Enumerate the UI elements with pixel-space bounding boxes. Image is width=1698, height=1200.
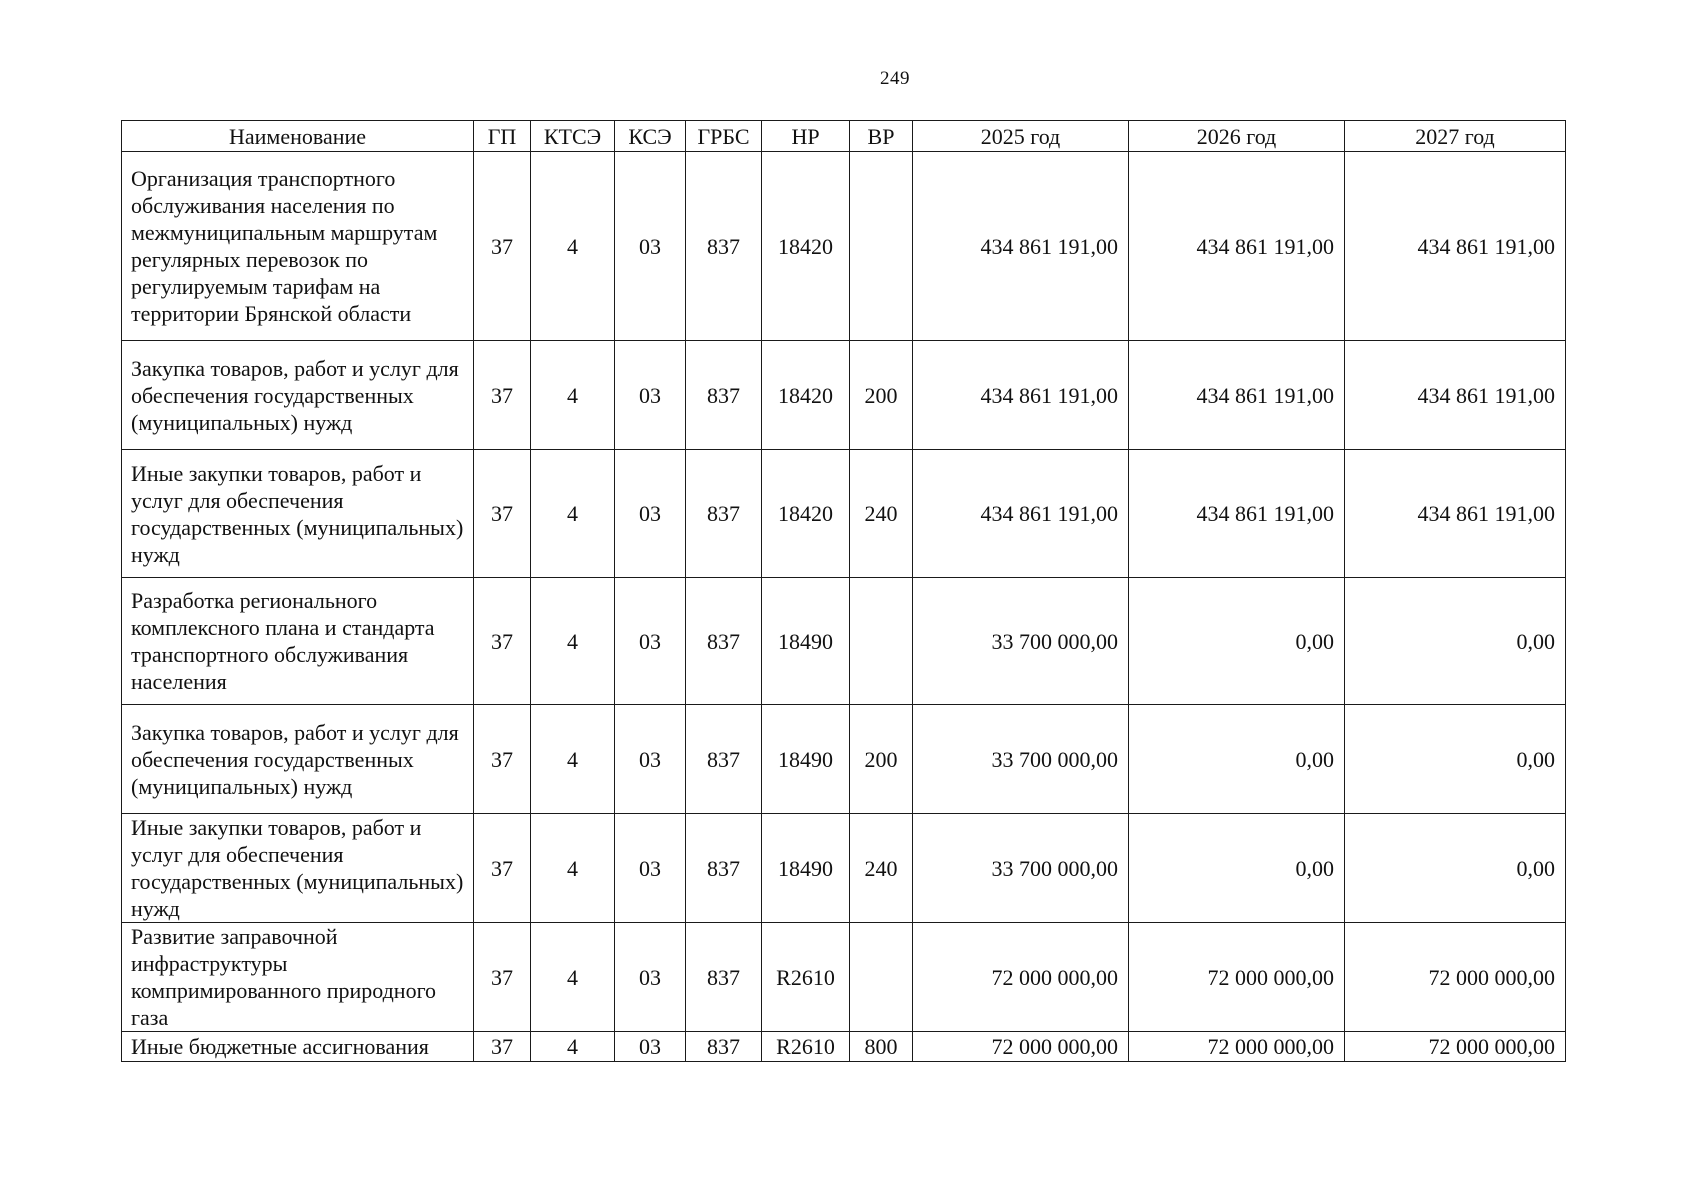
table-row bbox=[122, 450, 1566, 578]
cell-kse: 03 bbox=[615, 923, 686, 1032]
cell-vr bbox=[850, 152, 913, 341]
cell-2027: 0,00 bbox=[1345, 814, 1566, 923]
cell-2027: 72 000 000,00 bbox=[1345, 923, 1566, 1032]
table-header-row bbox=[122, 121, 1566, 152]
cell-grbs: 837 bbox=[686, 705, 762, 814]
column-header-kse: КСЭ bbox=[615, 121, 686, 152]
cell-name: Разработка регионального комплексного плана и стандарта транспортного обслуживания населения bbox=[122, 578, 474, 705]
cell-kse: 03 bbox=[615, 1032, 686, 1062]
cell-2026: 72 000 000,00 bbox=[1129, 1032, 1345, 1062]
cell-vr: 800 bbox=[850, 1032, 913, 1062]
cell-vr bbox=[850, 578, 913, 705]
table-row bbox=[122, 814, 1566, 923]
cell-nr: 18490 bbox=[762, 705, 850, 814]
column-header-gp: ГП bbox=[474, 121, 531, 152]
cell-ktse: 4 bbox=[531, 450, 615, 578]
cell-name: Закупка товаров, работ и услуг для обеспечения государственных (муниципальных) нужд bbox=[122, 341, 474, 450]
cell-2026: 434 861 191,00 bbox=[1129, 152, 1345, 341]
cell-grbs: 837 bbox=[686, 1032, 762, 1062]
cell-2025: 434 861 191,00 bbox=[913, 152, 1129, 341]
column-header-vr: ВР bbox=[850, 121, 913, 152]
cell-2026: 0,00 bbox=[1129, 814, 1345, 923]
cell-name: Иные бюджетные ассигнования bbox=[122, 1032, 474, 1062]
cell-ktse: 4 bbox=[531, 923, 615, 1032]
column-header-name: Наименование bbox=[122, 121, 474, 152]
cell-kse: 03 bbox=[615, 341, 686, 450]
page-number: 249 bbox=[880, 68, 910, 89]
column-header-2027: 2027 год bbox=[1345, 121, 1566, 152]
cell-kse: 03 bbox=[615, 578, 686, 705]
column-header-grbs: ГРБС bbox=[686, 121, 762, 152]
column-header-2026: 2026 год bbox=[1129, 121, 1345, 152]
cell-gp: 37 bbox=[474, 341, 531, 450]
cell-name: Организация транспортного обслуживания населения по межмуниципальным маршрутам регулярных перевозок по регулируемым тарифам на территории Брянской области bbox=[122, 152, 474, 341]
cell-grbs: 837 bbox=[686, 152, 762, 341]
cell-2025: 72 000 000,00 bbox=[913, 1032, 1129, 1062]
column-header-2025: 2025 год bbox=[913, 121, 1129, 152]
table-row bbox=[122, 578, 1566, 705]
cell-2026: 0,00 bbox=[1129, 578, 1345, 705]
cell-2027: 434 861 191,00 bbox=[1345, 152, 1566, 341]
cell-nr: 18420 bbox=[762, 450, 850, 578]
budget-table bbox=[121, 120, 1566, 1062]
cell-name: Закупка товаров, работ и услуг для обеспечения государственных (муниципальных) нужд bbox=[122, 705, 474, 814]
cell-2025: 33 700 000,00 bbox=[913, 814, 1129, 923]
cell-grbs: 837 bbox=[686, 814, 762, 923]
cell-grbs: 837 bbox=[686, 341, 762, 450]
table-row bbox=[122, 341, 1566, 450]
cell-2027: 0,00 bbox=[1345, 578, 1566, 705]
cell-gp: 37 bbox=[474, 814, 531, 923]
cell-ktse: 4 bbox=[531, 1032, 615, 1062]
cell-grbs: 837 bbox=[686, 578, 762, 705]
cell-nr: R2610 bbox=[762, 923, 850, 1032]
column-header-nr: НР bbox=[762, 121, 850, 152]
cell-kse: 03 bbox=[615, 814, 686, 923]
cell-vr bbox=[850, 923, 913, 1032]
table-row bbox=[122, 152, 1566, 341]
cell-kse: 03 bbox=[615, 705, 686, 814]
cell-nr: 18490 bbox=[762, 814, 850, 923]
cell-kse: 03 bbox=[615, 152, 686, 341]
cell-nr: 18420 bbox=[762, 341, 850, 450]
cell-2025: 33 700 000,00 bbox=[913, 705, 1129, 814]
cell-2026: 434 861 191,00 bbox=[1129, 450, 1345, 578]
cell-ktse: 4 bbox=[531, 578, 615, 705]
cell-2026: 0,00 bbox=[1129, 705, 1345, 814]
cell-2025: 434 861 191,00 bbox=[913, 341, 1129, 450]
cell-vr: 200 bbox=[850, 341, 913, 450]
cell-gp: 37 bbox=[474, 923, 531, 1032]
cell-vr: 240 bbox=[850, 450, 913, 578]
cell-gp: 37 bbox=[474, 152, 531, 341]
cell-nr: 18490 bbox=[762, 578, 850, 705]
cell-2027: 72 000 000,00 bbox=[1345, 1032, 1566, 1062]
cell-vr: 200 bbox=[850, 705, 913, 814]
cell-2027: 0,00 bbox=[1345, 705, 1566, 814]
cell-grbs: 837 bbox=[686, 923, 762, 1032]
cell-gp: 37 bbox=[474, 578, 531, 705]
cell-ktse: 4 bbox=[531, 152, 615, 341]
cell-name: Развитие заправочной инфраструктуры компримированного природного газа bbox=[122, 923, 474, 1032]
cell-gp: 37 bbox=[474, 705, 531, 814]
cell-2027: 434 861 191,00 bbox=[1345, 341, 1566, 450]
cell-gp: 37 bbox=[474, 450, 531, 578]
cell-name: Иные закупки товаров, работ и услуг для обеспечения государственных (муниципальных) нужд bbox=[122, 814, 474, 923]
cell-2026: 72 000 000,00 bbox=[1129, 923, 1345, 1032]
column-header-ktse: КТСЭ bbox=[531, 121, 615, 152]
table-row bbox=[122, 923, 1566, 1032]
cell-nr: 18420 bbox=[762, 152, 850, 341]
cell-2025: 72 000 000,00 bbox=[913, 923, 1129, 1032]
cell-name: Иные закупки товаров, работ и услуг для обеспечения государственных (муниципальных) нужд bbox=[122, 450, 474, 578]
table-row bbox=[122, 1032, 1566, 1062]
cell-nr: R2610 bbox=[762, 1032, 850, 1062]
cell-ktse: 4 bbox=[531, 814, 615, 923]
cell-gp: 37 bbox=[474, 1032, 531, 1062]
cell-2026: 434 861 191,00 bbox=[1129, 341, 1345, 450]
cell-ktse: 4 bbox=[531, 705, 615, 814]
table-row bbox=[122, 705, 1566, 814]
cell-2025: 33 700 000,00 bbox=[913, 578, 1129, 705]
cell-ktse: 4 bbox=[531, 341, 615, 450]
cell-2025: 434 861 191,00 bbox=[913, 450, 1129, 578]
cell-grbs: 837 bbox=[686, 450, 762, 578]
cell-vr: 240 bbox=[850, 814, 913, 923]
cell-kse: 03 bbox=[615, 450, 686, 578]
cell-2027: 434 861 191,00 bbox=[1345, 450, 1566, 578]
